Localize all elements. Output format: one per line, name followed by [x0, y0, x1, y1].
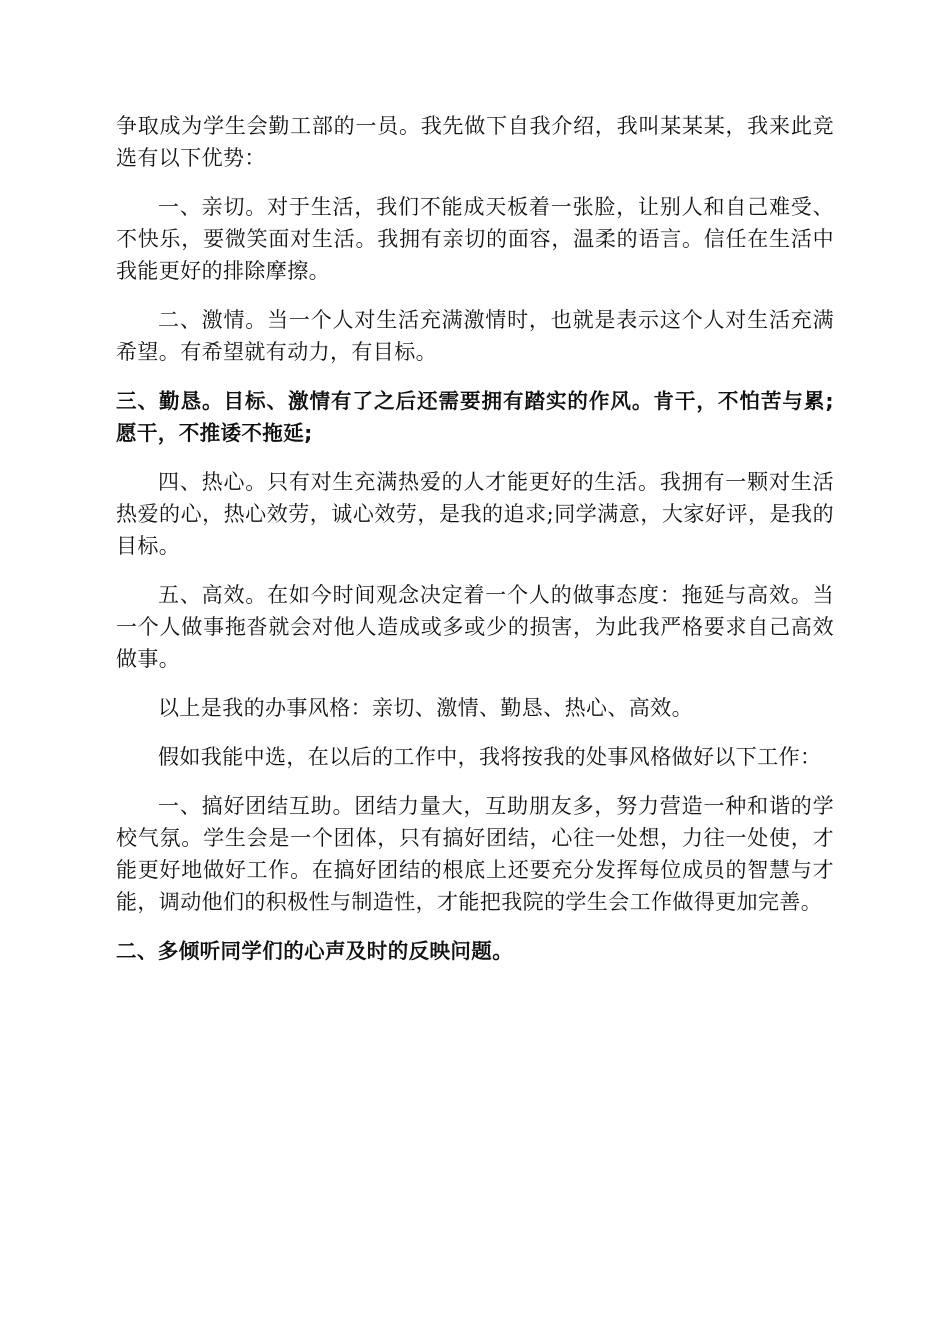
- paragraph-plan-1: 一、搞好团结互助。团结力量大，互助朋友多，努力营造一种和谐的学校气氛。学生会是一个团体，只有搞好团结，心往一处想，力往一处使，才能更好地做好工作。在搞好团结的根底上还要充分发挥每位成员的智慧与才能，调动他们的积极性与制造性，才能把我院的学生会工作做得更加完善。: [116, 794, 834, 914]
- paragraph-advantage-1: 一、亲切。对于生活，我们不能成天板着一张脸，让别人和自己难受、不快乐，要微笑面对生活。我拥有亲切的面容，温柔的语言。信任在生活中我能更好的排除摩擦。: [116, 195, 834, 283]
- paragraph-intro: 争取成为学生会勤工部的一员。我先做下自我介绍，我叫某某某，我来此竞选有以下优势：: [116, 114, 834, 170]
- paragraph-advantage-2: 二、激情。当一个人对生活充满激情时，也就是表示这个人对生活充满希望。有希望就有动力，有目标。: [116, 308, 834, 364]
- paragraph-advantage-5: 五、高效。在如今时间观念决定着一个人的做事态度：拖延与高效。当一个人做事拖沓就会对他人造成或多或少的损害，为此我严格要求自己高效做事。: [116, 583, 834, 671]
- paragraph-plan-2-heading: 二、多倾听同学们的心声及时的反映问题。: [116, 939, 514, 963]
- paragraph-advantage-3-heading: 三、勤恳。目标、激情有了之后还需要拥有踏实的作风。肯干，不怕苦与累;愿干，不推诿不拖延;: [116, 389, 834, 445]
- paragraph-summary: 以上是我的办事风格：亲切、激情、勤恳、热心、高效。: [158, 696, 693, 720]
- paragraph-advantage-4: 四、热心。只有对生充满热爱的人才能更好的生活。我拥有一颗对生活热爱的心，热心效劳，诚心效劳，是我的追求;同学满意，大家好评，是我的目标。: [116, 470, 834, 558]
- paragraph-plan-intro: 假如我能中选，在以后的工作中，我将按我的处事风格做好以下工作：: [158, 745, 822, 769]
